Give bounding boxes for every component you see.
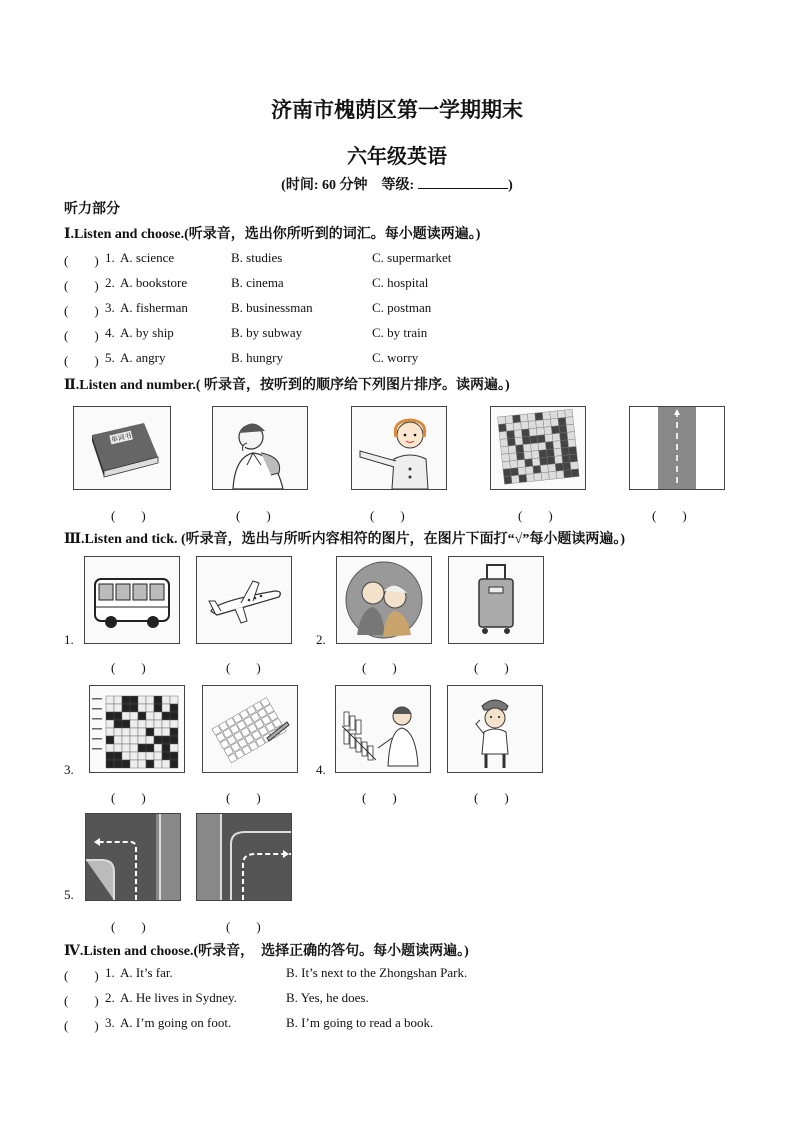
turn-right-road-picture[interactable]: [196, 813, 292, 901]
answer-paren[interactable]: ( ): [64, 968, 99, 983]
option-a: A. I’m going on foot.: [120, 1015, 232, 1030]
item-number: 5.: [105, 350, 115, 365]
option-a: A. science: [120, 250, 175, 265]
exam-meta: [0, 174, 794, 194]
answer-paren[interactable]: ( ): [64, 353, 99, 368]
plane-picture[interactable]: [196, 556, 292, 644]
police-officer-picture: [351, 406, 447, 490]
book-title-text: 单词书: [110, 431, 133, 445]
suitcase-picture[interactable]: [448, 556, 544, 644]
item-number: 1.: [105, 965, 115, 980]
option-a: A. It’s far.: [120, 965, 173, 980]
shopkeeper-picture[interactable]: [335, 685, 431, 773]
option-c: C. supermarket: [372, 250, 452, 265]
police-officer-picture[interactable]: [447, 685, 543, 773]
option-c: C. by train: [372, 325, 428, 340]
meta-suffix: ): [508, 178, 513, 193]
answer-paren[interactable]: ( ): [226, 790, 261, 805]
answer-paren[interactable]: ( ): [518, 508, 553, 523]
option-a: A. fisherman: [120, 300, 188, 315]
option-c: C. hospital: [372, 275, 429, 290]
option-b: B. businessman: [231, 300, 313, 315]
answer-paren[interactable]: ( ): [226, 919, 261, 934]
answer-paren[interactable]: ( ): [111, 660, 146, 675]
answer-paren[interactable]: ( ): [652, 508, 687, 523]
answer-paren[interactable]: ( ): [474, 790, 509, 805]
option-a: A. angry: [120, 350, 166, 365]
crossword-picture: [490, 406, 586, 490]
part3-title: Ⅲ.Listen and tick. (听录音，选出与所听内容相符的图片，在图片下面打“√”每小题读两遍。): [64, 532, 626, 547]
answer-paren[interactable]: ( ): [64, 993, 99, 1008]
item-number: 2.: [105, 275, 115, 290]
bus-picture[interactable]: [84, 556, 180, 644]
turn-left-road-picture[interactable]: [85, 813, 181, 901]
answer-paren[interactable]: ( ): [236, 508, 271, 523]
listening-heading: 听力部分: [64, 202, 120, 217]
page-title: 济南市槐荫区第一学期期末: [271, 98, 523, 122]
answer-paren[interactable]: ( ): [362, 660, 397, 675]
answer-paren[interactable]: ( ): [111, 919, 146, 934]
book-picture: [73, 406, 171, 490]
answer-paren[interactable]: ( ): [370, 508, 405, 523]
question-number: 2.: [316, 632, 326, 647]
option-b: B. studies: [231, 250, 283, 265]
answer-paren[interactable]: ( ): [64, 303, 99, 318]
part2-title: Ⅱ.Listen and number.( 听录音，按听到的顺序给下列图片排序。读两遍。): [64, 378, 510, 393]
question-number: 1.: [64, 632, 74, 647]
option-b: B. Yes, he does.: [286, 990, 369, 1005]
question-number: 5.: [64, 887, 74, 902]
option-b: B. I’m going to read a book.: [286, 1015, 434, 1030]
answer-paren[interactable]: ( ): [64, 278, 99, 293]
answer-paren[interactable]: ( ): [64, 1018, 99, 1033]
option-b: B. hungry: [231, 350, 283, 365]
question-number: 4.: [316, 762, 326, 777]
item-number: 2.: [105, 990, 115, 1005]
option-a: A. bookstore: [120, 275, 188, 290]
answer-paren[interactable]: ( ): [362, 790, 397, 805]
answer-paren[interactable]: ( ): [64, 253, 99, 268]
grid-paper-picture[interactable]: [202, 685, 298, 773]
answer-paren[interactable]: ( ): [111, 790, 146, 805]
item-number: 4.: [105, 325, 115, 340]
meta-prefix: (时间: 60 分钟 等级:: [281, 178, 415, 193]
answer-paren[interactable]: ( ): [226, 660, 261, 675]
answer-paren[interactable]: ( ): [64, 328, 99, 343]
road-picture: [629, 406, 725, 490]
option-a: A. He lives in Sydney.: [120, 990, 237, 1005]
question-number: 3.: [64, 762, 74, 777]
option-b: B. cinema: [231, 275, 284, 290]
crossword-picture[interactable]: [89, 685, 185, 773]
answer-paren[interactable]: ( ): [474, 660, 509, 675]
item-number: 3.: [105, 1015, 115, 1030]
option-c: C. postman: [372, 300, 432, 315]
option-a: A. by ship: [120, 325, 174, 340]
page-subtitle: 六年级英语: [347, 146, 447, 168]
sick-man-picture: [212, 406, 308, 490]
part4-title: Ⅳ.Listen and choose.(听录音， 选择正确的答句。每小题读两遍。): [64, 944, 469, 959]
part1-title: Ⅰ.Listen and choose.(听录音，选出你所听到的词汇。每小题读两遍。): [64, 227, 481, 242]
option-b: B. by subway: [231, 325, 303, 340]
grade-blank[interactable]: [418, 176, 508, 189]
item-number: 3.: [105, 300, 115, 315]
answer-paren[interactable]: ( ): [111, 508, 146, 523]
option-c: C. worry: [372, 350, 419, 365]
grandparents-picture[interactable]: [336, 556, 432, 644]
item-number: 1.: [105, 250, 115, 265]
option-b: B. It’s next to the Zhongshan Park.: [286, 965, 468, 980]
